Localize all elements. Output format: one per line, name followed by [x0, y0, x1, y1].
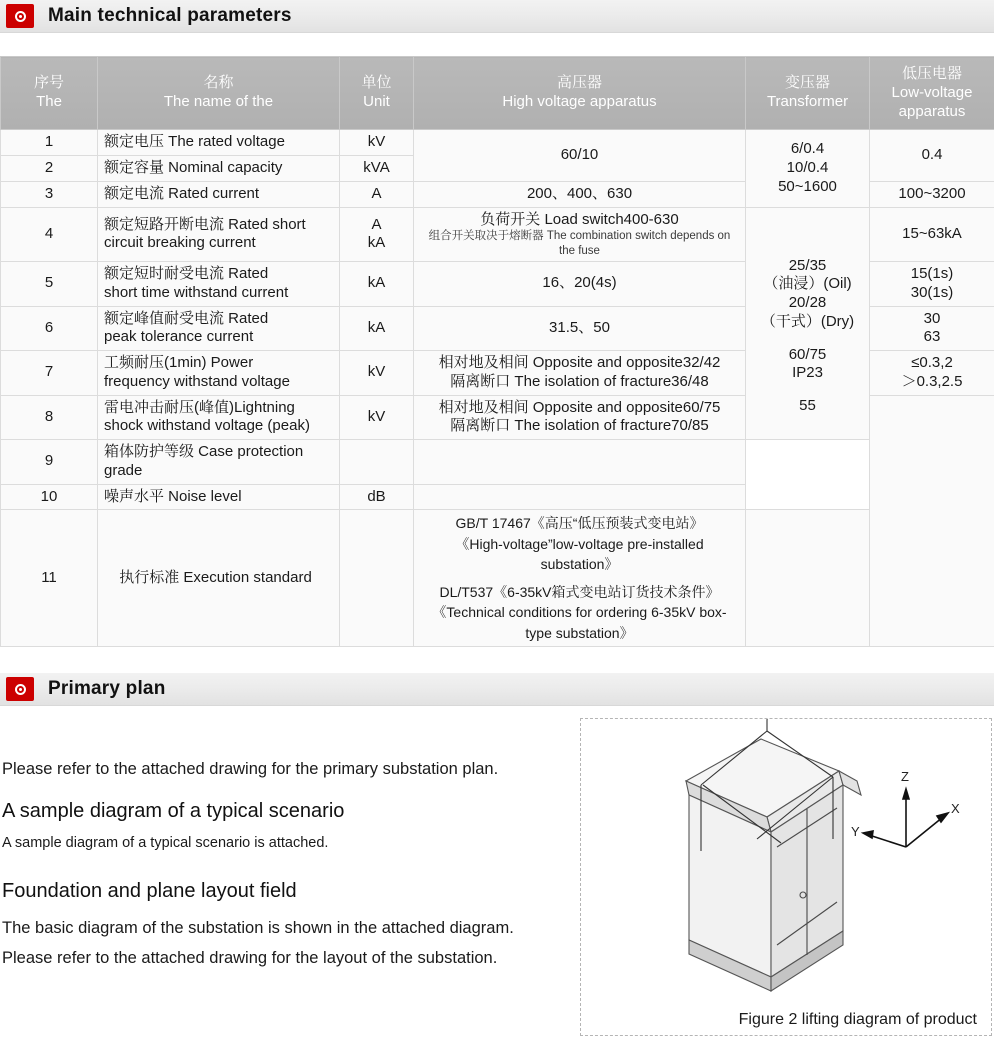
primary-plan-text-column	[0, 706, 570, 971]
cell-low-voltage: 100~3200	[870, 181, 994, 207]
column-header-index: 序号 The	[1, 57, 98, 130]
cell-name: 工频耐压(1min) Power frequency withstand voltage	[98, 351, 340, 396]
plan-foundation-paragraphs	[2, 917, 570, 971]
plan-foundation-text-2: Please refer to the attached drawing for the layout of the substation.	[2, 947, 570, 971]
table-row	[1, 510, 994, 647]
axis-label-y: Y	[851, 824, 860, 839]
cell-low-voltage	[870, 395, 994, 647]
cell-name: 额定电压 The rated voltage	[98, 130, 340, 156]
primary-plan-body	[0, 706, 994, 1051]
cell-low-voltage: 30 63	[870, 306, 994, 351]
cell-index: 6	[1, 306, 98, 351]
table-row	[1, 440, 994, 485]
cell-low-voltage: 15~63kA	[870, 207, 994, 262]
cell-low-voltage: 0.4	[870, 130, 994, 182]
plan-heading-foundation-layout: Foundation and plane layout field	[2, 880, 570, 903]
table-header-row	[1, 57, 994, 130]
cell-index: 3	[1, 181, 98, 207]
section-title-primary-plan: Primary plan	[48, 678, 166, 700]
section-header-primary-plan	[0, 673, 994, 706]
cell-unit: kVA	[340, 156, 414, 182]
column-header-unit: 单位 Unit	[340, 57, 414, 130]
cell-unit: kV	[340, 351, 414, 396]
cell-high-voltage: 相对地及相间 Opposite and opposite32/42 隔离断口 The isolation of fracture36/48	[414, 351, 746, 396]
axis-label-x: X	[951, 801, 960, 816]
red-square-bullet-icon	[6, 4, 34, 28]
cell-index: 4	[1, 207, 98, 262]
table-row	[1, 484, 994, 510]
cell-index: 5	[1, 262, 98, 307]
cell-low-voltage: 15(1s) 30(1s)	[870, 262, 994, 307]
cell-low-voltage: ≤0.3,2 ＞0.3,2.5	[870, 351, 994, 396]
cell-high-voltage: 16、20(4s)	[414, 262, 746, 307]
main-technical-parameters-table	[0, 56, 994, 647]
parameters-table-wrapper	[0, 56, 994, 647]
cell-index: 9	[1, 440, 98, 485]
cell-index: 10	[1, 484, 98, 510]
plan-sample-diagram-text: A sample diagram of a typical scenario is attached.	[2, 833, 570, 854]
cell-high-voltage: 负荷开关 Load switch400-630 组合开关取决于熔断器 The combination switch depends on the fuse	[414, 207, 746, 262]
cell-unit	[340, 510, 414, 647]
cell-unit: A	[340, 181, 414, 207]
cell-index: 2	[1, 156, 98, 182]
cell-high-voltage	[414, 440, 746, 485]
cell-unit: A kA	[340, 207, 414, 262]
cell-name: 噪声水平 Noise level	[98, 484, 340, 510]
plan-intro-paragraph: Please refer to the attached drawing for the primary substation plan.	[2, 758, 570, 782]
lifting-diagram-figure	[580, 718, 992, 1036]
figure-caption: Figure 2 lifting diagram of product	[739, 1011, 977, 1029]
cell-unit: kV	[340, 130, 414, 156]
column-header-name: 名称 The name of the	[98, 57, 340, 130]
cell-high-voltage: GB/T 17467《高压“低压预装式变电站》 《High-voltage”low-voltage pre-installed substation》 DL/T537《6-35kV箱式变电站订货技术条件》 《Technical conditions for ordering 6-35kV box-type substation》	[414, 510, 746, 647]
section-header-main-technical-parameters	[0, 0, 994, 33]
section-title-main-technical-parameters: Main technical parameters	[48, 5, 292, 27]
cell-name: 雷电冲击耐压(峰值)Lightning shock withstand voltage (peak)	[98, 395, 340, 440]
cell-unit: kA	[340, 306, 414, 351]
cell-transformer-block1: 6/0.4 10/0.4 50~1600	[746, 130, 870, 207]
table-row	[1, 130, 994, 156]
cell-high-voltage: 60/10	[414, 130, 746, 182]
cell-name: 执行标准 Execution standard	[98, 510, 340, 647]
cell-unit	[340, 440, 414, 485]
cell-name: 额定短路开断电流 Rated short circuit breaking current	[98, 207, 340, 262]
primary-plan-section	[0, 673, 994, 1051]
cell-high-voltage: 相对地及相间 Opposite and opposite60/75 隔离断口 The isolation of fracture70/85	[414, 395, 746, 440]
cell-index: 8	[1, 395, 98, 440]
red-square-bullet-icon	[6, 677, 34, 701]
cell-index: 11	[1, 510, 98, 647]
column-header-high-voltage-apparatus: 高压器 High voltage apparatus	[414, 57, 746, 130]
cell-unit: dB	[340, 484, 414, 510]
cell-index: 1	[1, 130, 98, 156]
cell-high-voltage	[414, 484, 746, 510]
cell-name: 额定峰值耐受电流 Rated peak tolerance current	[98, 306, 340, 351]
cell-unit: kV	[340, 395, 414, 440]
plan-foundation-text-1: The basic diagram of the substation is shown in the attached diagram.	[2, 917, 570, 941]
plan-heading-sample-diagram: A sample diagram of a typical scenario	[2, 800, 570, 823]
cell-name: 箱体防护等级 Case protection grade	[98, 440, 340, 485]
cell-unit: kA	[340, 262, 414, 307]
cell-name: 额定容量 Nominal capacity	[98, 156, 340, 182]
cell-high-voltage: 200、400、630	[414, 181, 746, 207]
cell-index: 7	[1, 351, 98, 396]
cell-high-voltage: 31.5、50	[414, 306, 746, 351]
cell-name: 额定电流 Rated current	[98, 181, 340, 207]
axis-label-z: Z	[901, 769, 909, 784]
column-header-low-voltage-apparatus: 低压电器 Low-voltage apparatus	[870, 57, 994, 130]
column-header-transformer: 变压器 Transformer	[746, 57, 870, 130]
cell-transformer-block2: 25/35 （油浸）(Oil) 20/28 （干式）(Dry) 60/75 IP23 55	[746, 207, 870, 440]
cell-name: 额定短时耐受电流 Rated short time withstand current	[98, 262, 340, 307]
cell-transformer	[746, 510, 870, 647]
product-lifting-drawing	[581, 719, 991, 1035]
table-row	[1, 207, 994, 262]
